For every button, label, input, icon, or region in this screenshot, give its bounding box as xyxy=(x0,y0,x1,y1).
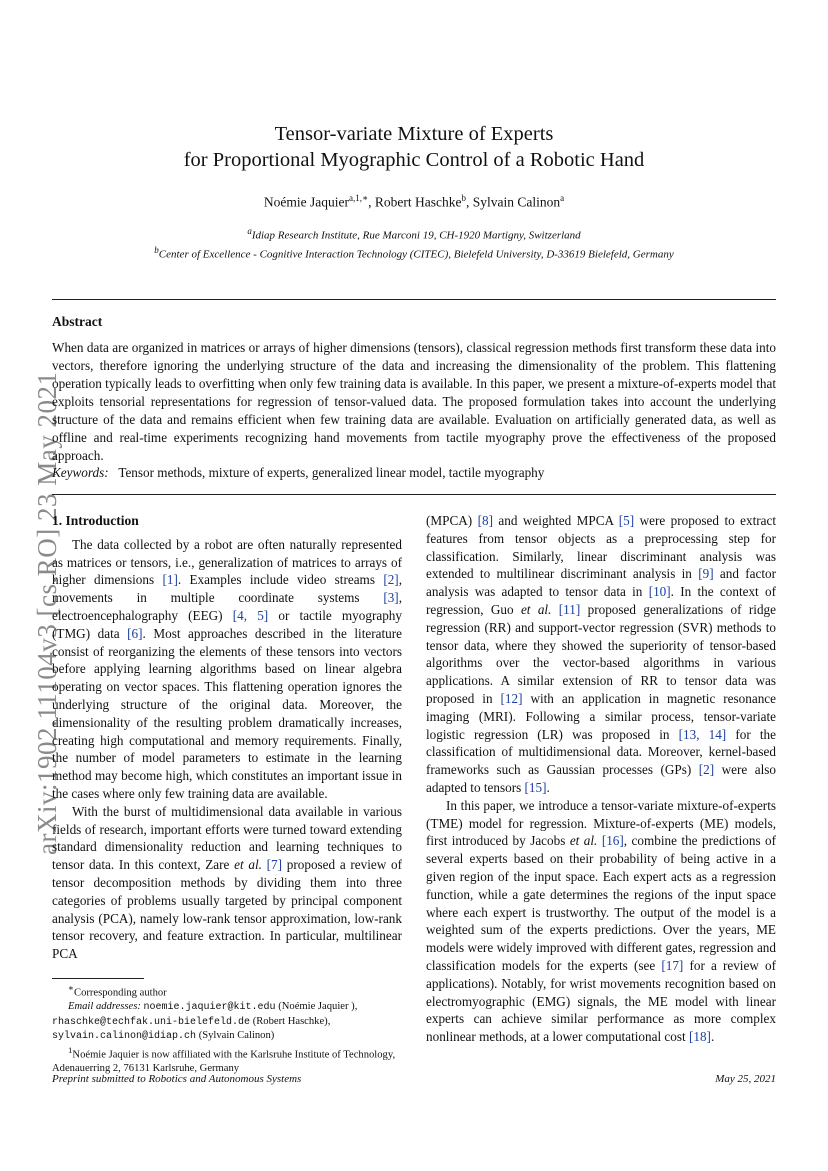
paragraph-text: for the classification of multidimensional data. Moreover, kernel-based frameworks such as Gaussian processes (GPs) xyxy=(426,726,776,778)
paragraph-text: , electroencephalography (EEG) xyxy=(52,590,402,623)
footer-journal: Preprint submitted to Robotics and Autonomous Systems xyxy=(52,1073,302,1085)
paragraph-text: In this paper, we introduce a tensor-variate mixture-of-experts (TME) model for regression. Mixture-of-experts (ME) models, first introduced by Jacobs xyxy=(426,797,776,849)
paragraph-text: . xyxy=(710,1029,715,1045)
paragraph xyxy=(426,797,776,1046)
citation-link[interactable]: [2] xyxy=(698,762,715,778)
paragraph-text: The data collected by a robot are often naturally represented as matrices or tensors, i.e., generalization of matrices to arrays of higher dimensions xyxy=(52,536,402,588)
email-link[interactable]: rhaschke@techfak.uni-bielefeld.de xyxy=(52,1016,251,1028)
right-column xyxy=(426,512,776,1046)
citation-link[interactable]: [13, 14] xyxy=(678,726,727,742)
citation-link[interactable]: [11] xyxy=(558,601,581,617)
paragraph-text: . Most approaches described in the literature consist of reorganizing the elements of these tensors into vectors before applying learning algorithms based on linear algebra operating on vector spaces. This flattening operation ignores the underlying structure of the original data. Moreover, the dimensionality of the resulting problem dramatically increases, creating high computational and memory requirements. Finally, the number of model parameters to estimate in the learning method may become high, which constitutes an important issue in the cases where only few training data are available. xyxy=(52,625,402,801)
citation-link[interactable]: [17] xyxy=(661,957,684,973)
arxiv-sidebar xyxy=(14,355,62,855)
abstract-body: When data are organized in matrices or arrays of higher dimensions (tensors), classical regression methods first transform these data into vectors, therefore ignoring the underlying structure of the data and increasing the dimensionality of the problem. This flattening operation typically leads to overfitting when only few training data is available. In this paper, we present a mixture-of-experts model that exploits tensorial representations for regression of tensor-valued data. The proposed formulation takes into account the underlying structure of the data and remains efficient when few training data are available. Evaluation on artificially generated data, as well as offline and real-time experiments recognizing hand movements from tactile myography prove the effectiveness of the proposed approach. xyxy=(52,340,776,463)
abstract-heading: Abstract xyxy=(52,314,103,329)
paragraph-text xyxy=(551,602,558,617)
affiliation-a: $^a$Idiap Research Institute, Rue Marconi 19, CH-1920 Martigny, Switzerland xyxy=(247,226,581,242)
author-name: Noémie Jaquier xyxy=(263,194,349,210)
citation-link[interactable]: [10] xyxy=(648,584,671,600)
author-sup: a,1,∗ xyxy=(348,193,369,203)
paragraph-text: were proposed to extract features from tensor objects as a preprocessing step for classification. Similarly, linear discriminant analysis was extended to multilinear discriminant analysis in xyxy=(426,513,777,582)
footnote-emails: Email addresses: noemie.jaquier@kit.edu (Noémie Jaquier ), rhaschke@techfak.uni-bielefeld.de (Robert Haschke), sylvain.calinon@idiap.ch (Sylvain Calinon) xyxy=(52,1001,358,1043)
author-name: Robert Haschke xyxy=(374,194,462,210)
citation-link[interactable]: [1] xyxy=(162,572,178,588)
affiliation-b: $^b$Center of Excellence - Cognitive Interaction Technology (CITEC), Bielefeld University, D-33619 Bielefeld, Germany xyxy=(154,244,674,261)
paragraph xyxy=(52,803,402,963)
et-al-text: et al. xyxy=(520,601,552,617)
paragraph-text: or tactile myography (TMG) data xyxy=(52,607,402,641)
paragraph-text: and factor analysis was adapted to tensor data in xyxy=(426,566,777,600)
paragraph-text: , movements in multiple coordinate systems xyxy=(52,572,402,606)
citation-link[interactable]: [15] xyxy=(524,779,547,795)
paragraph-text: , combine the predictions of several experts based on their probability of being active in a given region of the input space. Each expert acts as a regression function, while a gate determines the regions of the input space where each expert is trustworthy. The output of the model is a weighted sum of the experts predictions. Over the years, ME models were widely improved with different gates, regression and classification models for the experts (see xyxy=(426,833,777,973)
paragraph-text: . Examples include video streams xyxy=(177,572,384,588)
footer-date: May 25, 2021 xyxy=(715,1073,776,1085)
section-heading: 1. Introduction xyxy=(52,513,139,528)
email-link[interactable]: noemie.jaquier@kit.edu xyxy=(143,1002,276,1014)
keywords-label: Keywords: xyxy=(52,465,109,480)
citation-link[interactable]: [16] xyxy=(601,833,624,849)
paragraph-text: proposed a review of tensor decomposition methods by dividing them into three categories of problems usually targeted by principal component analysis (PCA), namely low-rank tensor approximation, low-rank tensor recovery, and feature extraction. In particular, multilinear PCA xyxy=(52,857,402,962)
citation-link[interactable]: [4, 5] xyxy=(232,607,269,623)
citation-link[interactable]: [5] xyxy=(618,513,635,528)
et-al-text: et al. xyxy=(234,857,262,873)
bottom-rule xyxy=(52,494,776,495)
paragraph-text: proposed generalizations of ridge regression (RR) and support-vector regression (SVR) methods to tensor data, where they showed the superiority of tensor-based algorithms over the vector-based algorithms in various applications. A similar extension of RR to tensor data was proposed in xyxy=(426,601,776,706)
citation-link[interactable]: [8] xyxy=(477,513,493,528)
author-name: Sylvain Calinon xyxy=(472,194,561,210)
title-line-2: for Proportional Myographic Control of a Robotic Hand xyxy=(183,149,645,171)
citation-link[interactable]: [2] xyxy=(383,572,399,588)
paragraph-text: (MPCA) xyxy=(426,513,478,528)
et-al-text: et al. xyxy=(569,833,598,849)
footnote-rule xyxy=(52,978,144,979)
footnote-corresponding: ∗Corresponding author xyxy=(68,983,167,999)
paragraph-text: and weighted MPCA xyxy=(493,513,619,528)
author-sup: b xyxy=(461,193,466,203)
footnote-1: $^1$Noémie Jaquier is now affiliated with the Karlsruhe Institute of Technology, Adenauerring 2, 76131 Karlsruhe, Germany xyxy=(52,1044,396,1075)
citation-link[interactable]: [6] xyxy=(127,625,143,641)
paper-title xyxy=(0,121,828,173)
paragraph-text: with an application in magnetic resonance imaging (MRI). Following a similar process, tensor-variate logistic regression (LR) was proposed in xyxy=(426,690,776,742)
paragraph-text: . In the context of regression, Guo xyxy=(426,584,776,617)
email-link[interactable]: sylvain.calinon@idiap.ch xyxy=(52,1031,197,1043)
keywords-text: Tensor methods, mixture of experts, generalized linear model, tactile myography xyxy=(118,465,545,480)
left-column xyxy=(52,512,402,963)
paragraph-text: . xyxy=(546,779,550,795)
paragraph-text: were also adapted to tensors xyxy=(426,762,776,795)
paragraph-text: for a review of applications). Notably, for wrist movements recognition based on electromyographic (EMG) signals, the ME model with linear experts can achieve similar performance as more complex nonlinear methods, at a lower computational cost xyxy=(426,957,776,1045)
citation-link[interactable]: [3] xyxy=(383,590,399,606)
citation-link[interactable]: [9] xyxy=(698,566,714,582)
top-rule xyxy=(52,299,776,300)
arxiv-identifier: arXiv:1902.11104v3 [cs.RO] 23 May 2021 xyxy=(32,371,62,855)
affiliations xyxy=(0,224,828,261)
keywords xyxy=(52,465,776,481)
paragraph xyxy=(426,512,776,797)
title-line-1: Tensor-variate Mixture of Experts xyxy=(274,123,554,145)
citation-link[interactable]: [7] xyxy=(266,857,283,873)
author-list: Noémie Jaquier$^{a,1,∗}$, Robert Haschke$^b$, Sylvain Calinon$^a$ xyxy=(263,193,565,210)
citation-link[interactable]: [18] xyxy=(688,1029,711,1045)
citation-link[interactable]: [12] xyxy=(500,690,523,706)
author-sup: a xyxy=(560,193,565,203)
paragraph-text: With the burst of multidimensional data available in various fields of research, important efforts were turned toward extending standard dimensionality reduction and learning techniques to tensor data. In this context, Zare xyxy=(52,803,402,873)
paragraph xyxy=(52,536,402,803)
footnotes xyxy=(52,982,402,1076)
